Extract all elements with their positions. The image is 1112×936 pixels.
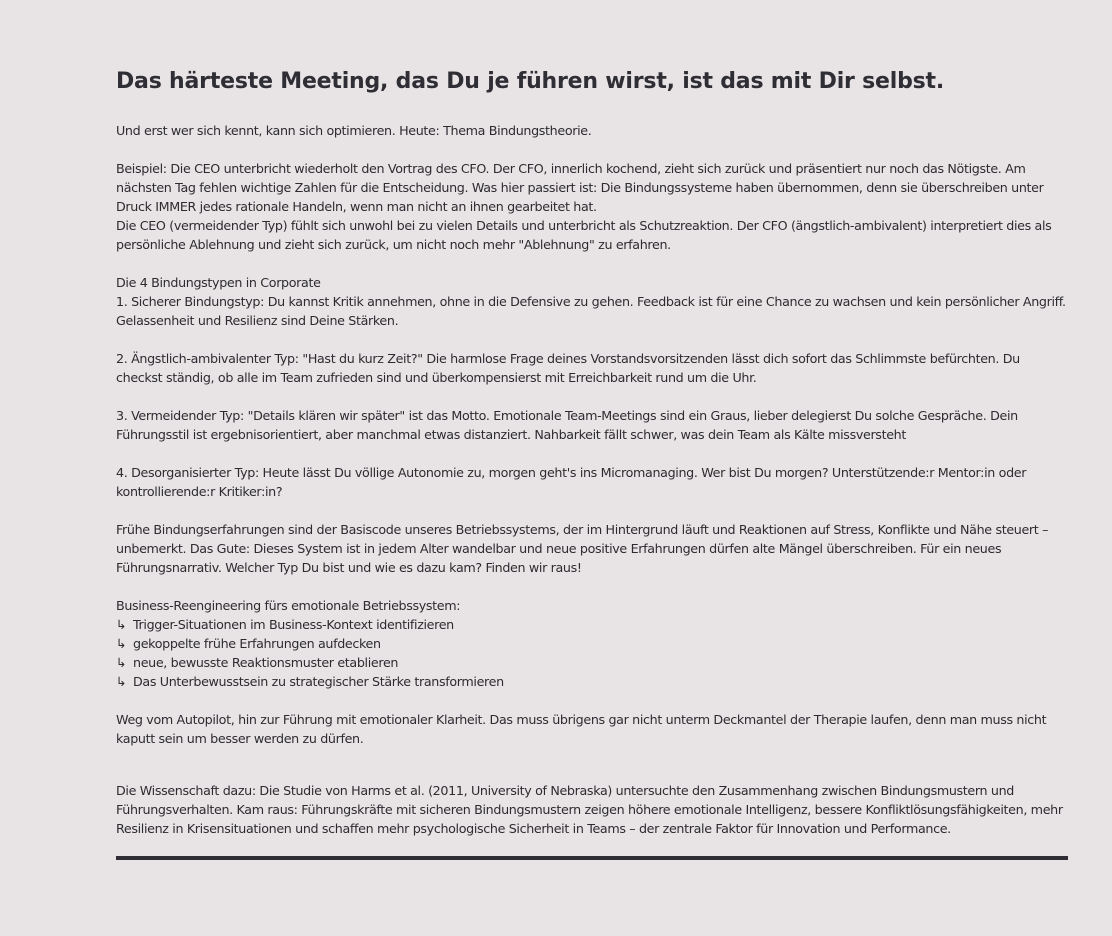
type-anxious: 2. Ängstlich-ambivalenter Typ: "Hast du kurz Zeit?" Die harmlose Frage deines Vorstandsvorsitzenden lässt dich sofort das Schlimmste befürchten. Du checkst ständig, ob alle im Team zufrieden sind und überkompensierst mit Erreichbarkeit rund um die Uhr.: [116, 351, 1020, 385]
article: [116, 66, 1068, 838]
types-heading: Die 4 Bindungstypen in Corporate: [116, 275, 321, 290]
intro-paragraph: Und erst wer sich kennt, kann sich optimieren. Heute: Thema Bindungstheorie.: [116, 123, 592, 138]
type-avoidant: 3. Vermeidender Typ: "Details klären wir später" ist das Motto. Emotionale Team-Meetings sind ein Graus, lieber delegierst Du solche Gespräche. Dein Führungsstil ist ergebnisorientiert, aber manchmal etwas distanziert. Nahbarkeit fällt schwer, was dein Team als Kälte missversteht: [116, 408, 1018, 442]
reengineering-list: [116, 596, 1068, 691]
autopilot-paragraph: Weg vom Autopilot, hin zur Führung mit emotionaler Klarheit. Das muss übrigens gar nicht unterm Deckmantel der Therapie laufen, denn man muss nicht kaputt sein um besser werden zu dürfen.: [116, 712, 1047, 746]
list-item-text: Trigger-Situationen im Business-Kontext identifizieren: [133, 617, 454, 632]
arrow-icon: ↳: [116, 655, 127, 670]
list-item-text: neue, bewusste Reaktionsmuster etablieren: [133, 655, 399, 670]
list-item-text: Das Unterbewusstsein zu strategischer Stärke transformieren: [133, 674, 504, 689]
types-paragraph: [116, 273, 1068, 330]
bottom-divider: [116, 856, 1068, 860]
type-secure: 1. Sicherer Bindungstyp: Du kannst Kritik annehmen, ohne in die Defensive zu gehen. Feedback ist für eine Chance zu wachsen und kein persönlicher Angriff. Gelassenheit und Resilienz sind Deine Stärken.: [116, 294, 1066, 328]
article-body: [116, 121, 1068, 838]
example-text: Beispiel: Die CEO unterbricht wiederholt den Vortrag des CFO. Der CFO, innerlich kochend, zieht sich zurück und präsentiert nur noch das Nötigste. Am nächsten Tag fehlen wichtige Zahlen für die Entscheidung. Was hier passiert ist: Die Bindungssysteme haben übernommen, denn sie überschreiben unter Druck IMMER jedes rationale Handeln, wenn man nicht an ihnen gearbeitet hat.: [116, 161, 1044, 214]
arrow-icon: ↳: [116, 674, 127, 689]
example-paragraph: [116, 159, 1068, 254]
example-explanation: Die CEO (vermeidender Typ) fühlt sich unwohl bei zu vielen Details und unterbricht als Schutzreaktion. Der CFO (ängstlich-ambivalent) interpretiert dies als persönliche Ablehnung und zieht sich zurück, um nicht noch mehr "Ablehnung" zu erfahren.: [116, 218, 1052, 252]
science-paragraph: Die Wissenschaft dazu: Die Studie von Harms et al. (2011, University of Nebraska) untersuchte den Zusammenhang zwischen Bindungsmustern und Führungsverhalten. Kam raus: Führungskräfte mit sicheren Bindungsmustern zeigen höhere emotionale Intelligenz, bessere Konfliktlösungsfähigkeiten, mehr Resilienz in Krisensituationen und schaffen mehr psychologische Sicherheit in Teams – der zentrale Faktor für Innovation und Performance.: [116, 783, 1063, 836]
list-item-text: gekoppelte frühe Erfahrungen aufdecken: [133, 636, 381, 651]
arrow-icon: ↳: [116, 636, 127, 651]
article-title: Das härteste Meeting, das Du je führen wirst, ist das mit Dir selbst.: [116, 69, 945, 94]
list-item: [116, 634, 1068, 653]
arrow-icon: ↳: [116, 617, 127, 632]
list-item: [116, 615, 1068, 634]
list-item: [116, 653, 1068, 672]
early-experience-paragraph: Frühe Bindungserfahrungen sind der Basiscode unseres Betriebssystems, der im Hintergrund läuft und Reaktionen auf Stress, Konflikte und Nähe steuert – unbemerkt. Das Gute: Dieses System ist in jedem Alter wandelbar und neue positive Erfahrungen dürfen alte Mängel überschreiben. Für ein neues Führungsnarrativ. Welcher Typ Du bist und wie es dazu kam? Finden wir raus!: [116, 522, 1049, 575]
reengineering-heading: Business-Reengineering fürs emotionale Betriebssystem:: [116, 598, 461, 613]
type-disorganized: 4. Desorganisierter Typ: Heute lässt Du völlige Autonomie zu, morgen geht's ins Micromanaging. Wer bist Du morgen? Unterstützende:r Mentor:in oder kontrollierende:r Kritiker:in?: [116, 465, 1027, 499]
list-item: [116, 672, 1068, 691]
